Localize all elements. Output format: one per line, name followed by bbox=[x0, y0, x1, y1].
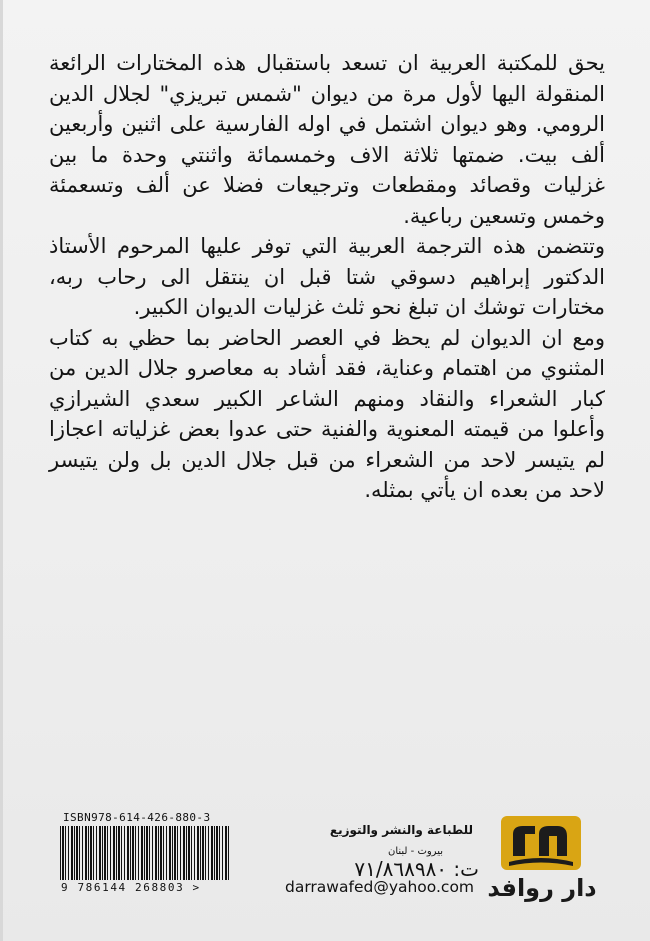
isbn-label: ISBN978-614-426-880-3 bbox=[63, 811, 211, 824]
publisher-phone: ت: ٧١/٨٦٨٩٨٠ bbox=[354, 857, 479, 881]
publisher-city: بيروت - لبنان bbox=[388, 846, 443, 857]
publisher-name: دار روافد bbox=[487, 874, 597, 902]
blurb-paragraph-2: وتتضمن هذه الترجمة العربية التي توفر عليها المرحوم الأستاذ الدكتور إبراهيم دسوقي شتا قبل ان ينتقل الى رحاب ربه، مختارات توشك ان تبلغ نحو ثلث غزليات الديوان الكبير. bbox=[49, 234, 605, 319]
blurb-paragraph-3: ومع ان الديوان لم يحظ في العصر الحاضر بما حظي به كتاب المثنوي من اهتمام وعناية، فقد أشاد به معاصرو جلال الدين من كبار الشعراء والنقاد ومنهم الشاعر الكبير سعدي الشيرازي وأعلوا من قيمته المعنوية والفنية حتى عدوا بعض غزلياته اعجازا لم يتيسر لاحد من الشعراء من قبل جلال الدين بل ولن يتيسر لاحد من بعده ان يأتي بمثله. bbox=[49, 325, 605, 502]
barcode-graphic bbox=[60, 826, 230, 880]
blurb-text bbox=[49, 48, 605, 506]
blurb-paragraph-1: يحق للمكتبة العربية ان تسعد باستقبال هذه المختارات الرائعة المنقولة اليها لأول مرة من ديوان "شمس تبريزي" لجلال الدين الرومي. وهو ديوان اشتمل في اوله الفارسية على اثنين وأربعين ألف بيت. ضمتها ثلاثة الاف وخمسمائة واثنتي وحدة ما بين غزليات وقصائد ومقطعات وترجيعات فضلا عن ألف وتسعمئة وخمس وتسعين رباعية. bbox=[49, 51, 605, 228]
publisher-tagline: للطباعة والنشر والتوزيع bbox=[329, 823, 473, 837]
publisher-email: darrawafed@yahoo.com bbox=[285, 878, 475, 896]
barcode-digits: 9 786144 268803 > bbox=[61, 881, 201, 894]
publisher-logo-icon bbox=[499, 814, 583, 872]
